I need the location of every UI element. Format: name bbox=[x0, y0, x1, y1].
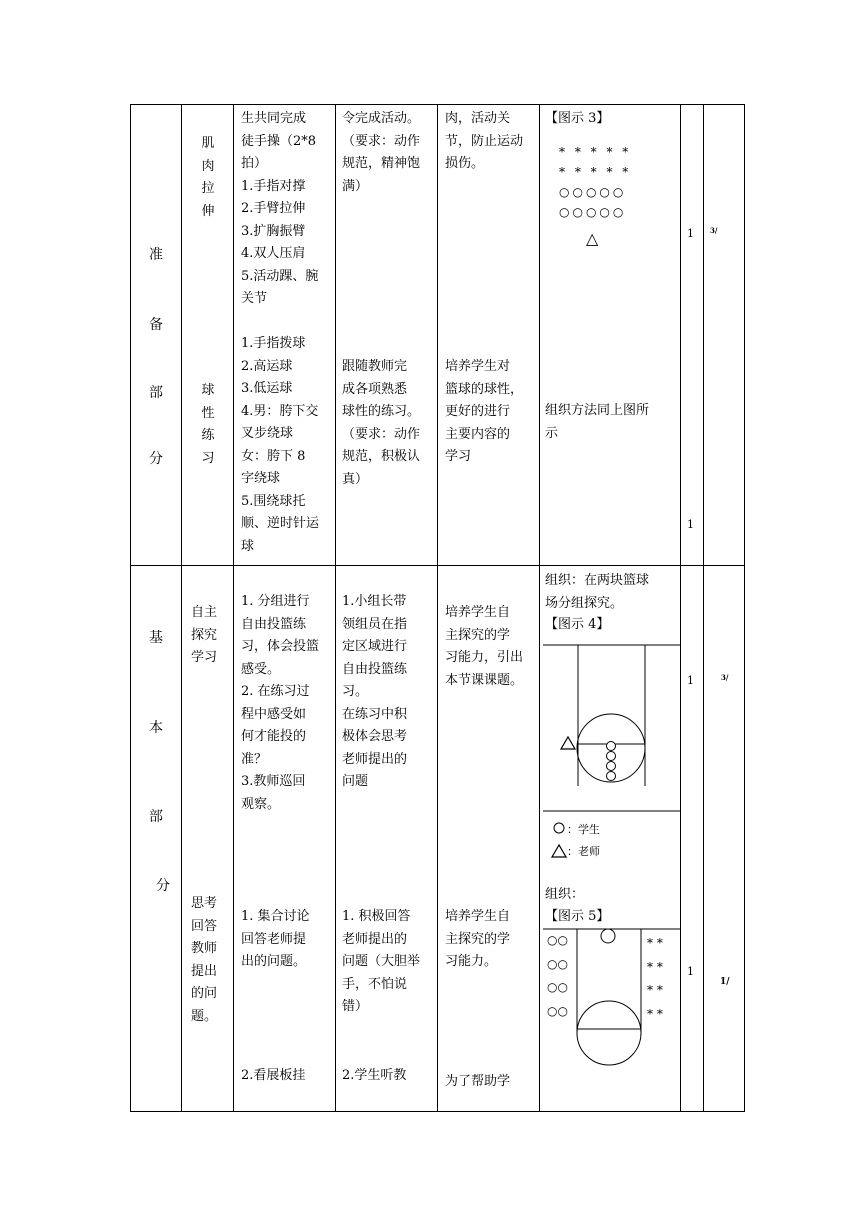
muscle-stretch-label: 肌 肉 拉 伸 bbox=[201, 136, 215, 219]
board-purpose: 为了帮助学 bbox=[445, 1074, 511, 1089]
think-purpose: 培养学生自 主探究的学 习能力。 bbox=[445, 909, 511, 969]
legend-student-label: ：学生 bbox=[567, 823, 600, 836]
main-section-char-4: 分 bbox=[156, 878, 170, 894]
ball-student-activity: 跟随教师完 成各项熟悉 球性的练习。 （要求：动作 规范，积极认 真） bbox=[342, 359, 421, 487]
think-label: 思考 回答 教师 提出 的问 题。 bbox=[191, 896, 218, 1024]
ball-teacher-activity: 1.手指拨球 2.高运球 3.低运球 4.男：胯下交 叉步绕球 女：胯下 8 字绕球 5.围绕球托 顺、逆时针运 球 bbox=[241, 336, 320, 554]
figure5-key-circle bbox=[577, 1001, 641, 1065]
org5-label: 组织： bbox=[545, 887, 585, 902]
figure5-left-students: ○○ ○○ ○○ ○○ bbox=[547, 933, 568, 1018]
prep-section-char-1: 准 bbox=[149, 247, 163, 263]
figure5-right-students: * * * * * * * * bbox=[647, 936, 663, 1021]
muscle-purpose: 肉，活动关 节，防止运动 损伤。 bbox=[445, 111, 524, 171]
main-time-1: 3/ bbox=[721, 673, 729, 682]
muscle-teacher-activity: 生共同完成 徒手操（2*8 拍） 1.手指对撑 2.手臂拉伸 3.扩胸振臂 4.双人压肩 5.活动踝、腕 关节 bbox=[241, 111, 319, 306]
figure4-teacher-triangle bbox=[561, 737, 575, 749]
explore-student-activity: 1.小组长带 领组员在指 定区域进行 自由投篮练 习。 在练习中积 极体会思考 老师提出的 问题 bbox=[342, 594, 408, 789]
main-count-1: 1 bbox=[687, 674, 694, 687]
ball-organization: 组织方法同上图所 示 bbox=[545, 403, 650, 441]
explore-teacher-activity: 1. 分组进行 自由投篮练 习，体会投篮 感受。 2. 在练习过 程中感受如 何才能投的 准？ 3.教师巡回 观察。 bbox=[241, 594, 320, 812]
figure3-formation: * * * * * * * * * * ○○○○○ ○○○○○ bbox=[559, 145, 632, 219]
figure3-title: 【图示 3】 bbox=[545, 111, 610, 126]
main-time-2: 1/ bbox=[720, 977, 730, 987]
ball-practice-label: 球 性 练 习 bbox=[201, 383, 215, 466]
figure5-ball-circle bbox=[601, 929, 615, 943]
prep-section-char-4: 分 bbox=[149, 451, 163, 467]
figure4-title: 【图示 4】 bbox=[545, 617, 610, 632]
prep-count-2: 1 bbox=[687, 518, 694, 531]
main-section-char-3: 部 bbox=[149, 809, 163, 825]
main-section-char-1: 基 bbox=[149, 630, 163, 646]
legend-teacher-label: ：老师 bbox=[567, 845, 600, 858]
explore-label: 自主 探究 学习 bbox=[191, 605, 218, 665]
prep-section-char-3: 部 bbox=[149, 385, 163, 401]
board-student-activity: 2.学生听教 bbox=[342, 1068, 407, 1083]
think-student-activity: 1. 积极回答 老师提出的 问题（大胆举 手，不怕说 错） bbox=[342, 909, 421, 1014]
board-teacher-activity: 2.看展板挂 bbox=[241, 1068, 306, 1083]
think-teacher-activity: 1. 集合讨论 回答老师提 出的问题。 bbox=[241, 909, 310, 969]
figure5-title: 【图示 5】 bbox=[545, 909, 610, 924]
prep-time-1: 3/ bbox=[710, 226, 718, 235]
explore-organization: 组织：在两块篮球 场分组探究。 bbox=[545, 573, 650, 611]
legend-triangle-icon bbox=[552, 845, 566, 857]
ball-purpose: 培养学生对 篮球的球性， 更好的进行 主要内容的 学习 bbox=[445, 359, 524, 464]
main-section-char-2: 本 bbox=[149, 720, 163, 736]
figure3-teacher-triangle: △ bbox=[586, 229, 599, 248]
explore-purpose: 培养学生自 主探究的学 习能力，引出 本节课课题。 bbox=[445, 605, 524, 688]
main-count-2: 1 bbox=[687, 965, 694, 978]
muscle-student-activity: 令完成活动。 （要求：动作 规范，精神饱 满） bbox=[342, 111, 421, 194]
prep-count-1: 1 bbox=[687, 227, 694, 240]
legend-circle-icon bbox=[554, 823, 564, 833]
prep-section-char-2: 备 bbox=[149, 317, 163, 333]
